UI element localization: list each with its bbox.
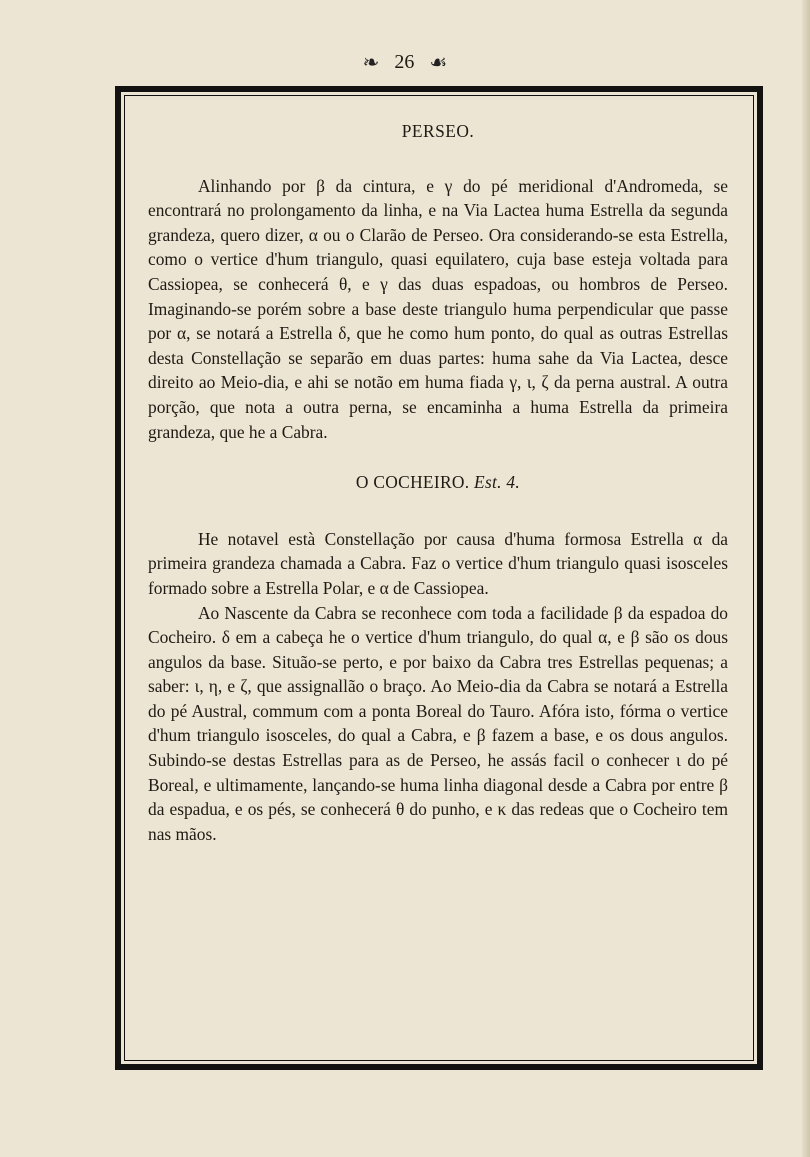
page-content [148, 110, 728, 846]
right-fleuron-icon: ☙ [429, 52, 448, 74]
paragraph-cocheiro-2: Ao Nascente da Cabra se reconhece com toda a facilidade β da espadoa do Cocheiro. δ em a cabeça he o vertice d'hum triangulo, do qual α, e β são os dous angulos da base. Situão-se perto, e por baixo da Cabra tres Estrellas pequenas; a saber: ι, η, e ζ, que assignallão o braço. Ao Meio-dia da Cabra se notará a Estrella do pé Austral, commum com a ponta Boreal do Tauro. Afóra isto, fórma o vertice d'hum triangulo isosceles, do qual a Cabra, e β fazem a base, e os dous angulos. Subindo-se destas Estrellas para as de Perseo, he assás facil o conhecer ι do pé Boreal, e ultimamente, lançando-se huma linha diagonal desde a Cabra por entre β da espadua, e os pés, se conhecerá θ do punho, e κ das redeas que o Cocheiro tem nas mãos. [148, 602, 728, 844]
section-title-perseo: PERSEO. [401, 121, 475, 141]
paragraph-cocheiro-1: He notavel està Constellação por causa d'huma formosa Estrella α da primeira grandeza chamada a Cabra. Faz o vertice d'hum triangulo quasi isosceles formado sobre a Estrella Polar, e α de Cassiopea. [148, 528, 728, 598]
section-title-cocheiro-text: O COCHEIRO. [355, 472, 470, 493]
left-fleuron-icon: ❧ [362, 52, 380, 74]
page-header [0, 50, 810, 80]
page-edge [802, 0, 810, 1157]
paragraph-perseo: Alinhando por β da cintura, e γ do pé meridional d'Andromeda, se encontrará no prolongamento da linha, e na Via Lactea huma Estrella da segunda grandeza, quero dizer, α ou o Clarão de Perseo. Ora considerando-se esta Estrella, como o vertice d'hum triangulo, quasi equilatero, cuja base esteja voltada para Cassiopea, se conhecerá θ, e γ das duas espadoas, ou hombros de Perseo. Imaginando-se porém sobre a base deste triangulo huma perpendicular que passe por α, se notará a Estrella δ, que he como hum ponto, do qual as outras Estrellas desta Constellação se separão em duas partes: huma sahe da Via Lactea, desce direito ao Meio-dia, e ahi se notão em huma fiada γ, ι, ζ da perna austral. A outra porção, que nota a outra perna, se encaminha a huma Estrella da primeira grandeza, que he a Cabra. [148, 175, 728, 442]
page-number: 26 [394, 51, 415, 73]
section-title-cocheiro [148, 470, 728, 495]
plate-reference: Est. 4. [474, 472, 521, 493]
